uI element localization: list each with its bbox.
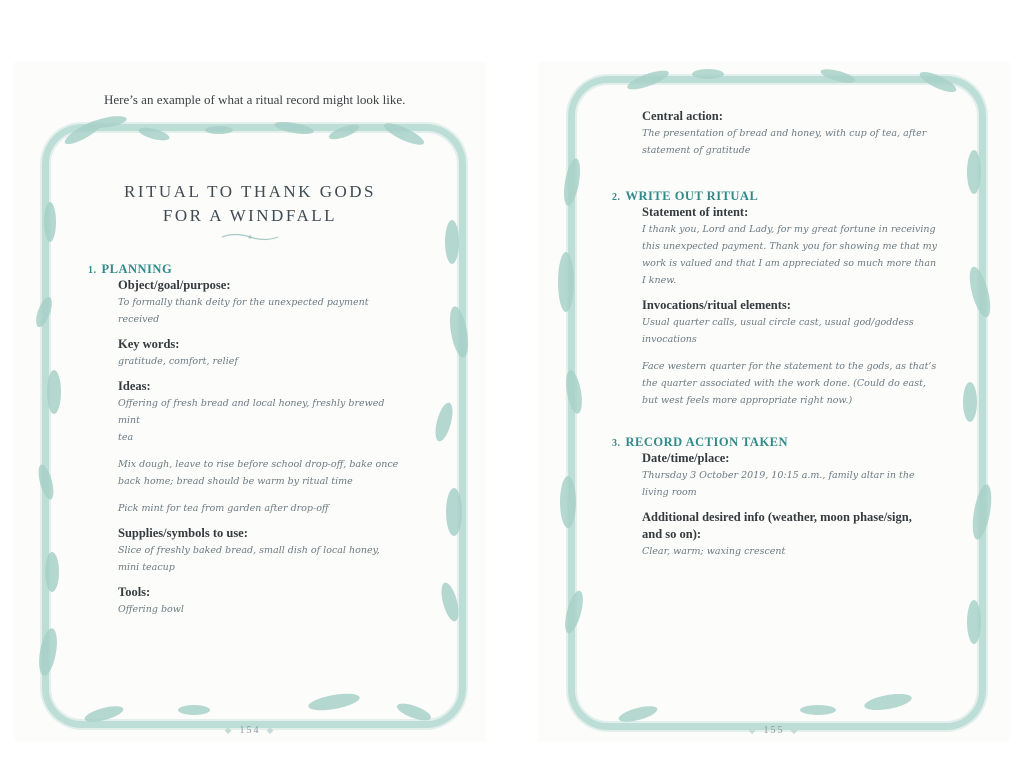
answer-line: Mix dough, leave to rise before school drop-off, bake once: [118, 459, 399, 470]
handwritten-answer: [642, 221, 938, 289]
answer-line: I thank you, Lord and Lady, for my great fortune in receiving: [642, 224, 936, 235]
intro-text: Here’s an example of what a ritual record might look like.: [104, 92, 406, 107]
answer-line: Slice of freshly baked bread, small dish of local honey,: [118, 545, 380, 556]
answer-line: back home; bread should be warm by ritual time: [118, 476, 353, 487]
ritual-title: [14, 180, 486, 242]
handwritten-answer: [642, 125, 938, 159]
record-field: [118, 378, 404, 517]
answer-line: Usual quarter calls, usual circle cast, usual god/goddess: [642, 317, 914, 328]
handwritten-answer: [118, 601, 404, 618]
field-label: Supplies/symbols to use:: [118, 526, 248, 540]
ornament-icon: ◆: [266, 725, 276, 735]
answer-line: gratitude, comfort, relief: [118, 356, 238, 367]
record-field: [118, 336, 404, 370]
answer-line: Face western quarter for the statement to the gods, as that’s: [642, 361, 937, 372]
answer-line: The presentation of bread and honey, with cup of tea, after: [642, 128, 927, 139]
field-label: Central action:: [642, 109, 723, 123]
handwritten-answer: [642, 314, 938, 348]
handwritten-answer: [118, 456, 404, 490]
record-field: [118, 584, 404, 618]
record-field: [642, 509, 938, 560]
answer-line: mini teacup: [118, 562, 175, 573]
handwritten-answer: [642, 358, 938, 409]
handwritten-answer: [118, 294, 404, 328]
record-field: [642, 450, 938, 501]
page-number: ◆ 154 ◆: [224, 725, 276, 736]
field-label: Statement of intent:: [642, 205, 749, 219]
flourish-icon: [220, 232, 280, 242]
field-label: Object/goal/purpose:: [118, 278, 231, 292]
field-label: Key words:: [118, 337, 180, 351]
field-label: Additional desired info (weather, moon phase/sign,: [642, 510, 912, 524]
record-field: [118, 525, 404, 576]
section-heading: 2. WRITE OUT RITUAL: [612, 189, 759, 203]
answer-line: Pick mint for tea from garden after drop-off: [118, 503, 329, 514]
handwritten-answer: [118, 395, 404, 446]
section: [88, 262, 404, 618]
section: [628, 108, 938, 159]
title-line-1: RITUAL TO THANK GODS: [124, 182, 376, 201]
field-label: Date/time/place:: [642, 451, 730, 465]
ornament-icon: ◆: [224, 725, 234, 735]
record-field: [642, 108, 938, 159]
right-page: [538, 62, 1010, 742]
answer-line: living room: [642, 487, 697, 498]
left-content: [88, 262, 404, 630]
handwritten-answer: [118, 542, 404, 576]
section-heading: 3. RECORD ACTION TAKEN: [612, 435, 789, 449]
answer-line: work is valued and that I am appreciated so much more than: [642, 258, 937, 269]
handwritten-answer: [118, 353, 404, 370]
ornament-icon: ◆: [790, 725, 800, 735]
section: [612, 189, 938, 409]
answer-line: the quarter associated with the work done. (Could do east,: [642, 378, 926, 389]
page-number: ◆ 155 ◆: [748, 725, 800, 736]
handwritten-answer: [118, 500, 404, 517]
answer-line: statement of gratitude: [642, 145, 751, 156]
title-line-2: FOR A WINDFALL: [162, 206, 338, 225]
record-field: [118, 277, 404, 328]
answer-line: Offering of fresh bread and local honey, freshly brewed mint: [118, 398, 385, 426]
right-content: [612, 108, 938, 572]
handwritten-answer: [642, 543, 938, 560]
ornament-icon: ◆: [748, 725, 758, 735]
section-heading: 1. PLANNING: [88, 262, 173, 276]
answer-line: tea: [118, 432, 134, 443]
answer-line: I knew.: [642, 275, 677, 286]
field-label: and so on):: [642, 527, 702, 541]
answer-line: Thursday 3 October 2019, 10:15 a.m., family altar in the: [642, 470, 915, 481]
answer-line: this unexpected payment. Thank you for showing me that my: [642, 241, 937, 252]
left-page: [14, 62, 486, 742]
section: [612, 435, 938, 560]
record-field: [642, 204, 938, 289]
answer-line: To formally thank deity for the unexpected payment received: [118, 297, 369, 325]
field-label: Invocations/ritual elements:: [642, 298, 791, 312]
handwritten-answer: [642, 467, 938, 501]
answer-line: invocations: [642, 334, 697, 345]
answer-line: Offering bowl: [118, 604, 184, 615]
field-label: Ideas:: [118, 379, 151, 393]
field-label: Tools:: [118, 585, 151, 599]
answer-line: but west feels more appropriate right now.): [642, 395, 853, 406]
answer-line: Clear, warm; waxing crescent: [642, 546, 786, 557]
record-field: [642, 297, 938, 409]
